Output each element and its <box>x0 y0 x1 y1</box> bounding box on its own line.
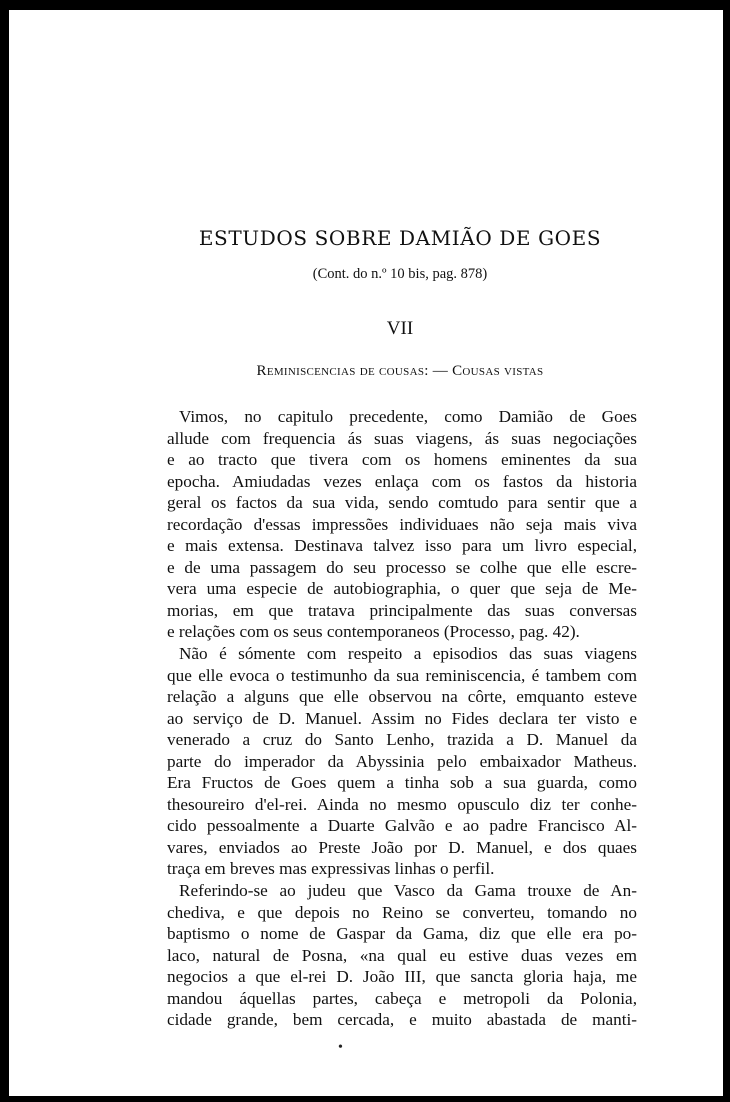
chapter-number: VII <box>386 318 414 339</box>
text-line: traça em breves mas expressivas linhas o perfil. <box>167 859 495 879</box>
text-line: laco, natural de Posna, «na qual eu estive duas vezes em <box>167 945 637 965</box>
text-line: negocios a que el-rei D. João III, que sancta gloria haja, me <box>167 967 637 987</box>
text-line: vares, enviados ao Preste João por D. Manuel, e dos quaes <box>167 837 637 857</box>
text-line: epocha. Amiudadas vezes enlaça com os fastos da historia <box>167 471 637 491</box>
scan-border-bottom <box>0 1096 730 1102</box>
text-line: thesoureiro d'el-rei. Ainda no mesmo opusculo diz ter conhe- <box>167 794 637 814</box>
text-line: e mais extensa. Destinava talvez isso para um livro especial, <box>167 536 637 556</box>
text-line: baptismo o nome de Gaspar da Gama, diz que elle era po- <box>167 924 637 944</box>
text-line: allude com frequencia ás suas viagens, ás suas negociações <box>167 428 637 448</box>
text-line: mandou áquellas partes, cabeça e metropoli da Polonia, <box>167 988 637 1008</box>
text-line: morias, em que tratava principalmente das suas conversas <box>167 600 637 620</box>
text-line: que elle evoca o testimunho da sua reminiscencia, é tambem com <box>167 665 637 685</box>
text-line: vera uma especie de autobiographia, o quer que seja de Me- <box>167 579 637 599</box>
scan-border-top <box>0 0 730 10</box>
scan-border-left <box>0 0 9 1102</box>
text-line: recordação d'essas impressões individuaes não seja mais viva <box>167 514 637 534</box>
text-line: Era Fructos de Goes quem a tinha sob a sua guarda, como <box>167 773 637 793</box>
scan-border-right <box>723 0 730 1102</box>
text-line: e de uma passagem do seu processo se colhe que elle escre- <box>167 557 637 577</box>
text-line: cido pessoalmente a Duarte Galvão e ao padre Francisco Al- <box>167 816 637 836</box>
ink-speck: • <box>338 1040 343 1055</box>
section-heading: Reminiscencias de cousas: — Cousas vistas <box>256 363 544 379</box>
text-line: Vimos, no capitulo precedente, como Damião de Goes <box>179 407 637 426</box>
continuation-note: (Cont. do n.º 10 bis, pag. 878) <box>312 266 488 282</box>
text-line: venerado a cruz do Santo Lenho, trazida a D. Manuel da <box>167 730 637 750</box>
text-line: Referindo-se ao judeu que Vasco da Gama trouxe de An- <box>179 881 637 901</box>
text-line: geral os factos da sua vida, sendo comtudo para sentir que a <box>167 493 637 513</box>
text-line: Não é sómente com respeito a episodios das suas viagens <box>179 644 637 664</box>
article-title: ESTUDOS SOBRE DAMIÃO DE GOES <box>198 226 602 250</box>
text-line: relação a alguns que elle observou na côrte, emquanto esteve <box>167 687 637 707</box>
body-text <box>167 406 637 1031</box>
text-line: e ao tracto que tivera com os homens eminentes da sua <box>167 450 637 470</box>
text-line: chediva, e que depois no Reino se converteu, tomando no <box>167 902 637 922</box>
text-line: ao serviço de D. Manuel. Assim no Fides declara ter visto e <box>167 708 637 728</box>
text-line: cidade grande, bem cercada, e muito abastada de manti- <box>167 1010 637 1030</box>
text-line: e relações com os seus contemporaneos (Processo, pag. 42). <box>167 622 580 642</box>
text-line: parte do imperador da Abyssinia pelo embaixador Matheus. <box>167 751 637 771</box>
